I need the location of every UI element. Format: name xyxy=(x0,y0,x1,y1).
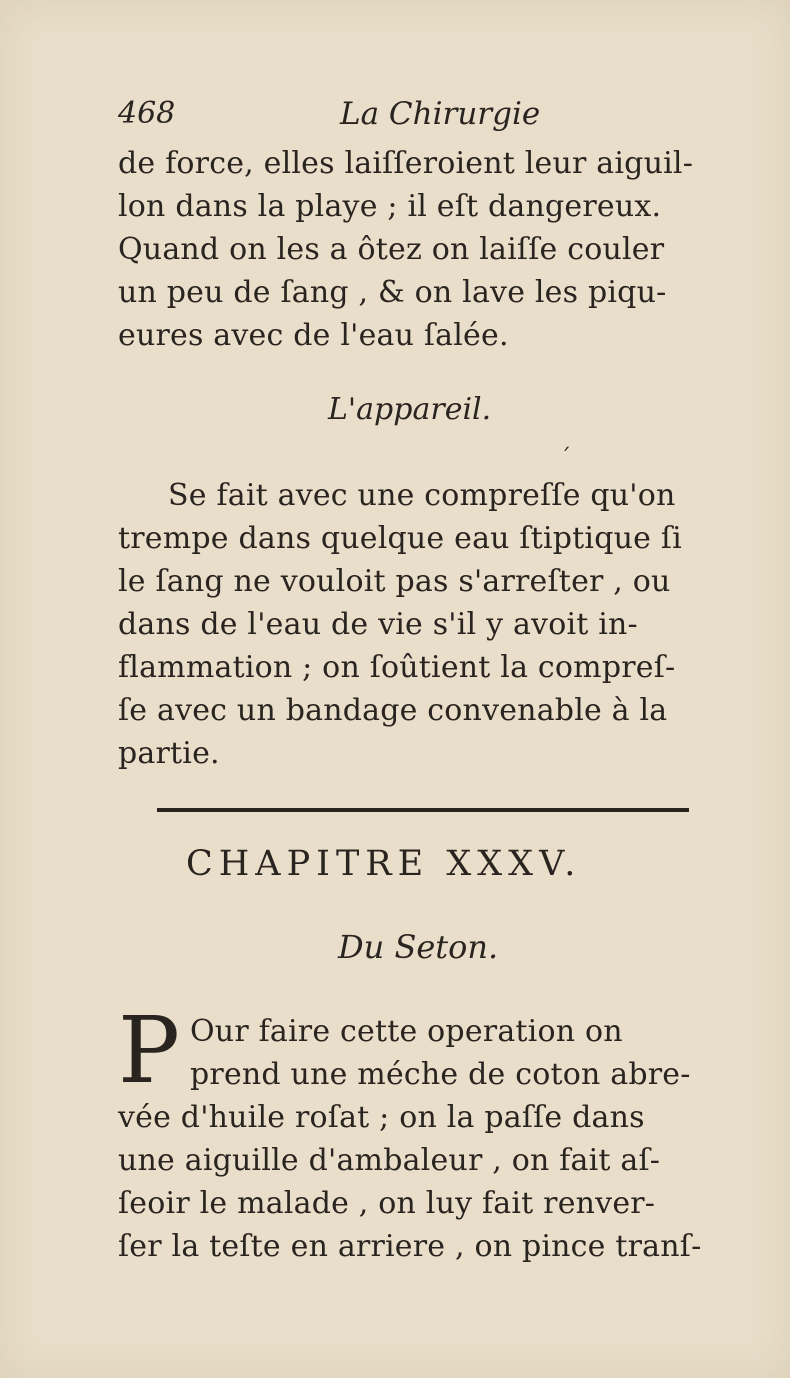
chapter-title: CHAPITRE XXXV. xyxy=(186,844,582,884)
drop-cap: P xyxy=(118,997,180,1104)
text-line: ſer la teſte en arriere , on pince tranſ- xyxy=(118,1229,702,1264)
section-heading: L'appareil. xyxy=(328,392,492,427)
text-line: ſeoir le malade , on luy fait renver- xyxy=(118,1186,656,1221)
text-line: un peu de ſang , & on lave les piqu- xyxy=(118,275,667,310)
text-line: Our faire cette operation on xyxy=(190,1014,623,1049)
text-line: Quand on les a ôtez on laiſſe couler xyxy=(118,232,665,267)
text-line: dans de l'eau de vie s'il y avoit in- xyxy=(118,607,638,642)
text-line: prend une méche de coton abre- xyxy=(190,1057,691,1092)
text-line: flammation ; on ſoûtient la compreſ- xyxy=(118,650,676,685)
text-line: vée d'huile roſat ; on la paſſe dans xyxy=(118,1100,645,1135)
text-line: ſe avec un bandage convenable à la xyxy=(118,693,668,728)
text-line: lon dans la playe ; il eſt dangereux. xyxy=(118,189,662,224)
page-number: 468 xyxy=(118,96,176,131)
running-head: La Chirurgie xyxy=(340,96,541,132)
stray-mark: ´ xyxy=(560,446,571,471)
text-line: eures avec de l'eau ſalée. xyxy=(118,318,509,353)
chapter-divider-rule xyxy=(157,808,689,812)
text-line: de force, elles laiſſeroient leur aiguil- xyxy=(118,146,694,181)
text-line: le ſang ne vouloit pas s'arreſter , ou xyxy=(118,564,671,599)
page-header xyxy=(118,96,718,136)
text-line: partie. xyxy=(118,736,220,771)
text-line: trempe dans quelque eau ſtiptique ſi xyxy=(118,521,682,556)
text-line: Se fait avec une compreſſe qu'on xyxy=(168,478,676,513)
chapter-subtitle: Du Seton. xyxy=(338,928,499,966)
scan-edge xyxy=(790,0,800,1378)
text-line: une aiguille d'ambaleur , on fait aſ- xyxy=(118,1143,661,1178)
